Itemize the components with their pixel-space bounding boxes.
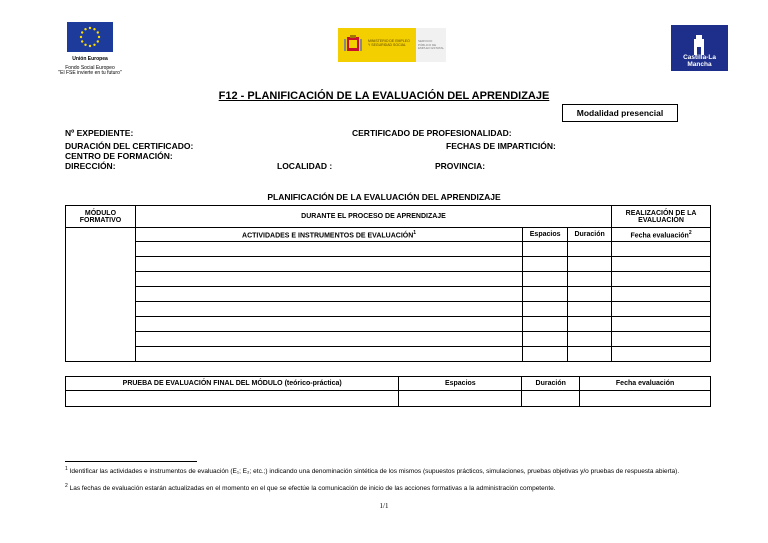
spain-crest-icon	[341, 33, 365, 57]
centro-label: CENTRO DE FORMACIÓN:	[65, 151, 173, 161]
table-row	[66, 287, 711, 302]
section-title: PLANIFICACIÓN DE LA EVALUACIÓN DEL APRENDIZAJE	[267, 192, 501, 202]
localidad-label: LOCALIDAD :	[277, 161, 333, 171]
actividades-header: ACTIVIDADES E INSTRUMENTOS DE EVALUACIÓN$^1$	[135, 228, 522, 242]
prueba-header: PRUEBA DE EVALUACIÓN FINAL DEL MÓDULO (teórico-práctica)	[66, 377, 399, 391]
castilla-la-mancha-logo	[671, 25, 728, 71]
final-test-table	[65, 376, 711, 407]
table-row	[66, 257, 711, 272]
footnote-2: $^2$ Las fechas de evaluación estarán actualizadas en el momento en el que se efectúe la comunicación de inicio de las acciones formativas a la administración competente.	[65, 483, 556, 493]
fecha-header: Fecha evaluación$^2$	[612, 228, 711, 242]
table-row	[66, 347, 711, 362]
footnote-separator	[65, 461, 197, 462]
modulo-cell[interactable]	[66, 228, 136, 362]
espacios-header-2: Espacios	[399, 377, 522, 391]
espacios-header: Espacios	[523, 228, 568, 242]
table-row	[66, 302, 711, 317]
fecha-header-2: Fecha evaluación	[580, 377, 711, 391]
footnote-1: $^1$ Identificar las actividades e instrumentos de evaluación (E₁; E₂; etc.;) indicando una denominación sintética de los mismos (supuestos prácticos, simulaciones, pruebas objetivas y/o pruebas de respuesta abierta).	[65, 466, 680, 476]
eu-caption: Unión Europea	[72, 56, 108, 62]
page-title: F12 - PLANIFICACIÓN DE LA EVALUACIÓN DEL APRENDIZAJE	[218, 90, 550, 102]
realizacion-header: REALIZACIÓN DE LA EVALUACIÓN	[612, 206, 711, 228]
clm-logo-text: Castilla-La Mancha	[683, 54, 716, 68]
durante-header: DURANTE EL PROCESO DE APRENDIZAJE	[135, 206, 611, 228]
duracion-header-2: Duración	[522, 377, 580, 391]
eu-caption-slogan: "El FSE invierte en tu futuro"	[58, 70, 122, 76]
provincia-label: PROVINCIA:	[435, 161, 486, 171]
certificado-label: CERTIFICADO DE PROFESIONALIDAD:	[352, 128, 512, 138]
modulo-header: MÓDULO FORMATIVO	[66, 206, 136, 228]
expediente-label: Nº EXPEDIENTE:	[65, 128, 134, 138]
duracion-label: DURACIÓN DEL CERTIFICADO:	[65, 141, 194, 151]
fechas-label: FECHAS DE IMPARTICIÓN:	[446, 141, 556, 151]
table-row	[66, 332, 711, 347]
evaluation-planning-table	[65, 205, 711, 362]
ministry-text: MINISTERIO DE EMPLEO Y SEGURIDAD SOCIAL	[368, 39, 410, 47]
table-row	[66, 391, 711, 407]
duracion-header: Duración	[568, 228, 612, 242]
modalidad-box: Modalidad presencial	[562, 104, 678, 122]
table-row	[66, 272, 711, 287]
eu-caption-fund: Fondo Social Europeo	[65, 65, 115, 71]
eu-flag-logo	[67, 22, 113, 52]
ministry-logo	[338, 28, 446, 62]
direccion-label: DIRECCIÓN:	[65, 161, 116, 171]
ministry-sub-text: SERVICIO PÚBLICO DE EMPLEO ESTATAL	[418, 39, 445, 50]
table-row	[66, 242, 711, 257]
table-row	[66, 317, 711, 332]
page-number: 1/1	[379, 502, 389, 510]
